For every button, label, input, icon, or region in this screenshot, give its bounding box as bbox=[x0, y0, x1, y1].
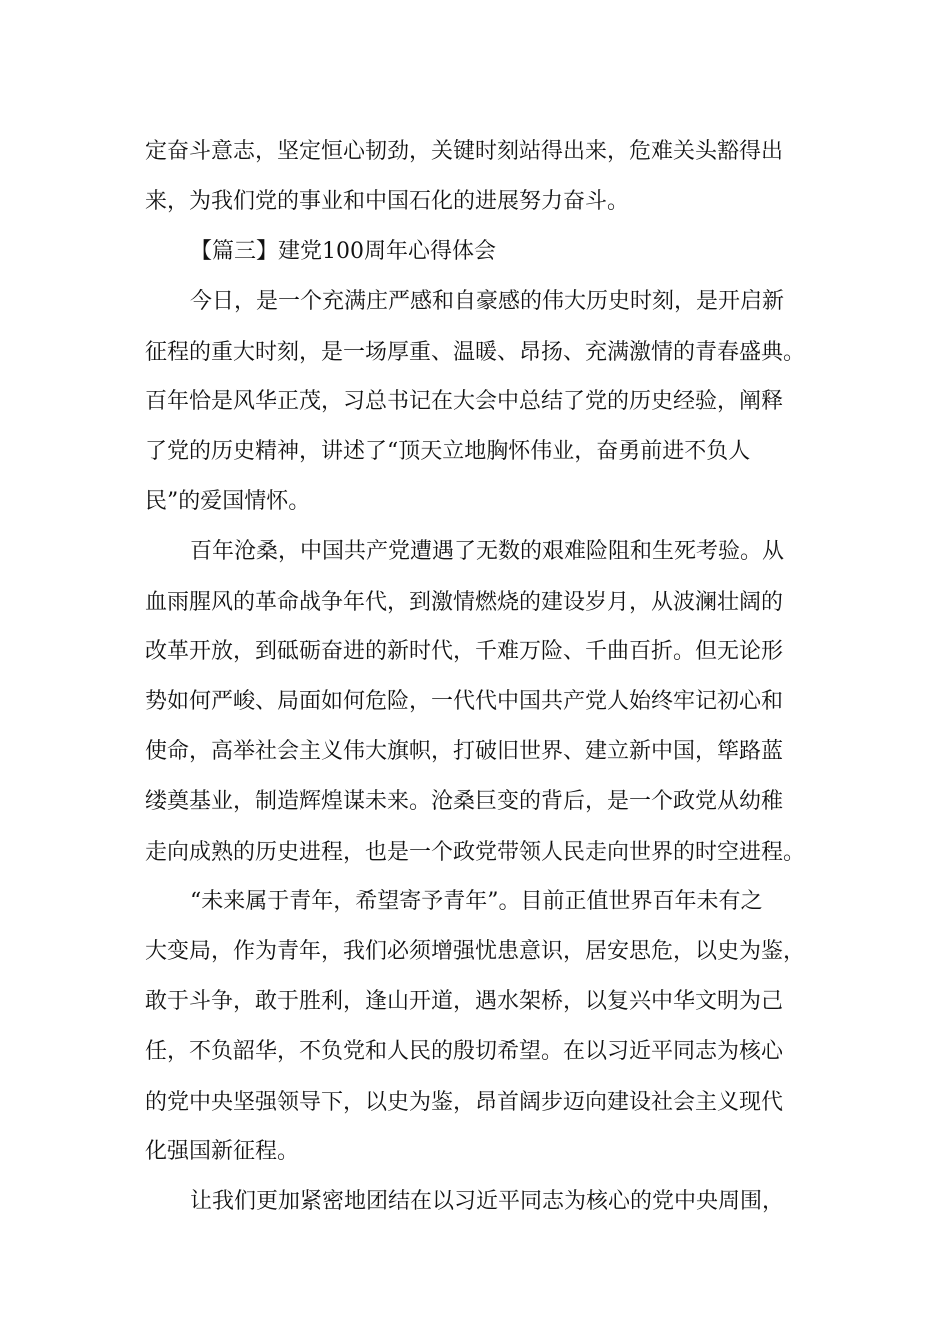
text-line-22: 让我们更加紧密地团结在以习近平同志为核心的党中央周围， bbox=[190, 1189, 785, 1214]
text-line-20: 的党中央坚强领导下，以史为鉴，昂首阔步迈向建设社会主义现代 bbox=[145, 1090, 784, 1115]
text-line-17: 大变局，作为青年，我们必须增强忧患意识，居安思危，以史为鉴， bbox=[145, 939, 806, 964]
text-line-8: 民”的爱国情怀。 bbox=[145, 489, 311, 514]
text-line-1: 定奋斗意志，坚定恒心韧劲，关键时刻站得出来，危难关头豁得出 bbox=[145, 139, 784, 164]
text-line-21: 化强国新征程。 bbox=[145, 1139, 300, 1164]
text-line-13: 使命，高举社会主义伟大旗帜，打破旧世界、建立新中国，筚路蓝 bbox=[145, 739, 784, 764]
text-line-4: 今日，是一个充满庄严感和自豪感的伟大历史时刻，是开启新 bbox=[190, 289, 785, 314]
text-line-12: 势如何严峻、局面如何危险，一代代中国共产党人始终牢记初心和 bbox=[145, 689, 784, 714]
text-line-9: 百年沧桑，中国共产党遭遇了无数的艰难险阻和生死考验。从 bbox=[190, 539, 785, 564]
section-heading: 【篇三】建党100周年心得体会 bbox=[190, 239, 496, 264]
text-line-7: 了党的历史精神，讲述了“顶天立地胸怀伟业，奋勇前进不负人 bbox=[145, 439, 751, 464]
text-line-5: 征程的重大时刻，是一场厚重、温暖、昂扬、充满激情的青春盛典。 bbox=[145, 340, 806, 365]
text-line-2: 来，为我们党的事业和中国石化的进展努力奋斗。 bbox=[145, 189, 630, 214]
text-line-14: 缕奠基业，制造辉煌谋未来。沧桑巨变的背后，是一个政党从幼稚 bbox=[145, 789, 784, 814]
text-line-16: “未来属于青年，希望寄予青年”。目前正值世界百年未有之 bbox=[190, 889, 763, 914]
text-line-18: 敢于斗争，敢于胜利，逢山开道，遇水架桥，以复兴中华文明为己 bbox=[145, 989, 784, 1014]
text-line-11: 改革开放，到砥砺奋进的新时代，千难万险、千曲百折。但无论形 bbox=[145, 639, 784, 664]
text-line-15: 走向成熟的历史进程，也是一个政党带领人民走向世界的时空进程。 bbox=[145, 840, 806, 865]
text-line-19: 任，不负韶华，不负党和人民的殷切希望。在以习近平同志为核心 bbox=[145, 1039, 784, 1064]
text-line-10: 血雨腥风的革命战争年代，到激情燃烧的建设岁月，从波澜壮阔的 bbox=[145, 590, 784, 615]
text-line-6: 百年恰是风华正茂，习总书记在大会中总结了党的历史经验，阐释 bbox=[145, 389, 784, 414]
